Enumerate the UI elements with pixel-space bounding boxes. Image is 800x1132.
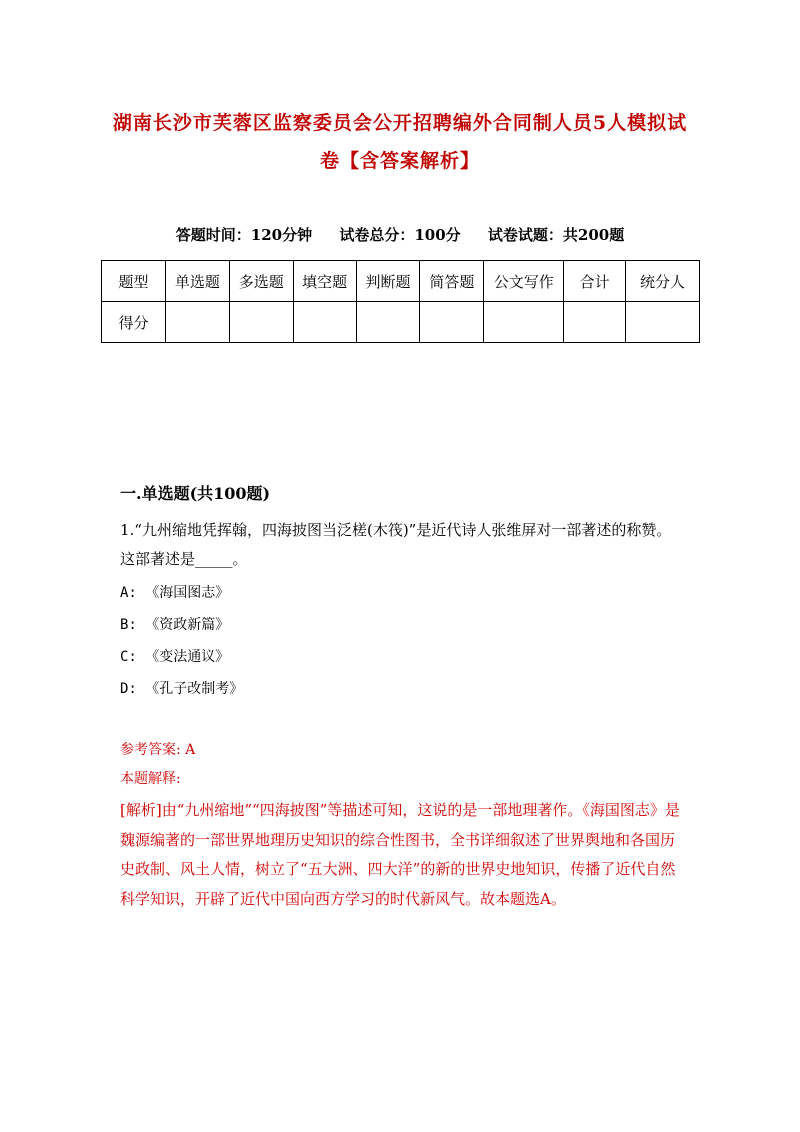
- score-cell: [165, 302, 229, 343]
- score-cell: [229, 302, 293, 343]
- option-d: [120, 678, 243, 698]
- question-text: 1.“九州缩地凭挥翰，四海披图当泛槎(木筏)”是近代诗人张维屏对一部著述的称赞。这部著述是_____。: [120, 521, 672, 568]
- document-title-line-2: 卷【含答案解析】: [319, 150, 480, 172]
- section-title: 一.单选题(共100题): [120, 484, 271, 503]
- header-cell: 判断题: [356, 261, 420, 302]
- score-row-label: 得分: [102, 302, 166, 343]
- option-c: [120, 646, 229, 666]
- score-cell: [293, 302, 356, 343]
- option-letter: A:: [120, 585, 137, 601]
- header-cell: 公文写作: [484, 261, 564, 302]
- option-text: 《孔子改制考》: [145, 681, 244, 697]
- option-b: [120, 614, 229, 634]
- option-text: 《资政新篇》: [145, 617, 230, 633]
- score-cell: [484, 302, 564, 343]
- header-cell: 简答题: [420, 261, 484, 302]
- score-cell: [420, 302, 484, 343]
- header-cell: 单选题: [165, 261, 229, 302]
- answer: 参考答案: A: [120, 742, 196, 758]
- score-cell: [626, 302, 700, 343]
- option-letter: C:: [120, 649, 137, 665]
- header-cell: 题型: [102, 261, 166, 302]
- option-letter: D:: [120, 681, 137, 697]
- score-cell: [356, 302, 420, 343]
- option-text: 《海国图志》: [145, 585, 230, 601]
- header-cell: 多选题: [229, 261, 293, 302]
- exam-question-count: 试卷试题：共200题: [487, 226, 625, 244]
- option-letter: B:: [120, 617, 137, 633]
- document-title-line-1: 湖南长沙市芙蓉区监察委员会公开招聘编外合同制人员5人模拟试: [112, 112, 688, 134]
- header-cell: 统分人: [626, 261, 700, 302]
- explanation-label: 本题解释:: [120, 771, 181, 787]
- exam-total-score: 试卷总分：100分: [339, 226, 461, 244]
- score-table-header-row: [102, 261, 700, 302]
- score-cell: [564, 302, 626, 343]
- option-text: 《变法通议》: [145, 649, 230, 665]
- explanation-text: [解析]由“九州缩地”“四海披图”等描述可知，这说的是一部地理著作。《海国图志》是魏源编著的一部世界地理历史知识的综合性图书，全书详细叙述了世界舆地和各国历史政制、风土人情，树立了“五大洲、四大洋”的新的世界史地知识，传播了近代自然科学知识，开辟了近代中国向西方学习的时代新风气。故本题选A。: [120, 801, 680, 908]
- header-cell: 填空题: [293, 261, 356, 302]
- exam-info: [0, 224, 800, 245]
- header-cell: 合计: [564, 261, 626, 302]
- option-a: [120, 582, 229, 602]
- exam-time: 答题时间：120分钟: [175, 226, 313, 244]
- score-table: [101, 260, 700, 343]
- score-table-score-row: [102, 302, 700, 343]
